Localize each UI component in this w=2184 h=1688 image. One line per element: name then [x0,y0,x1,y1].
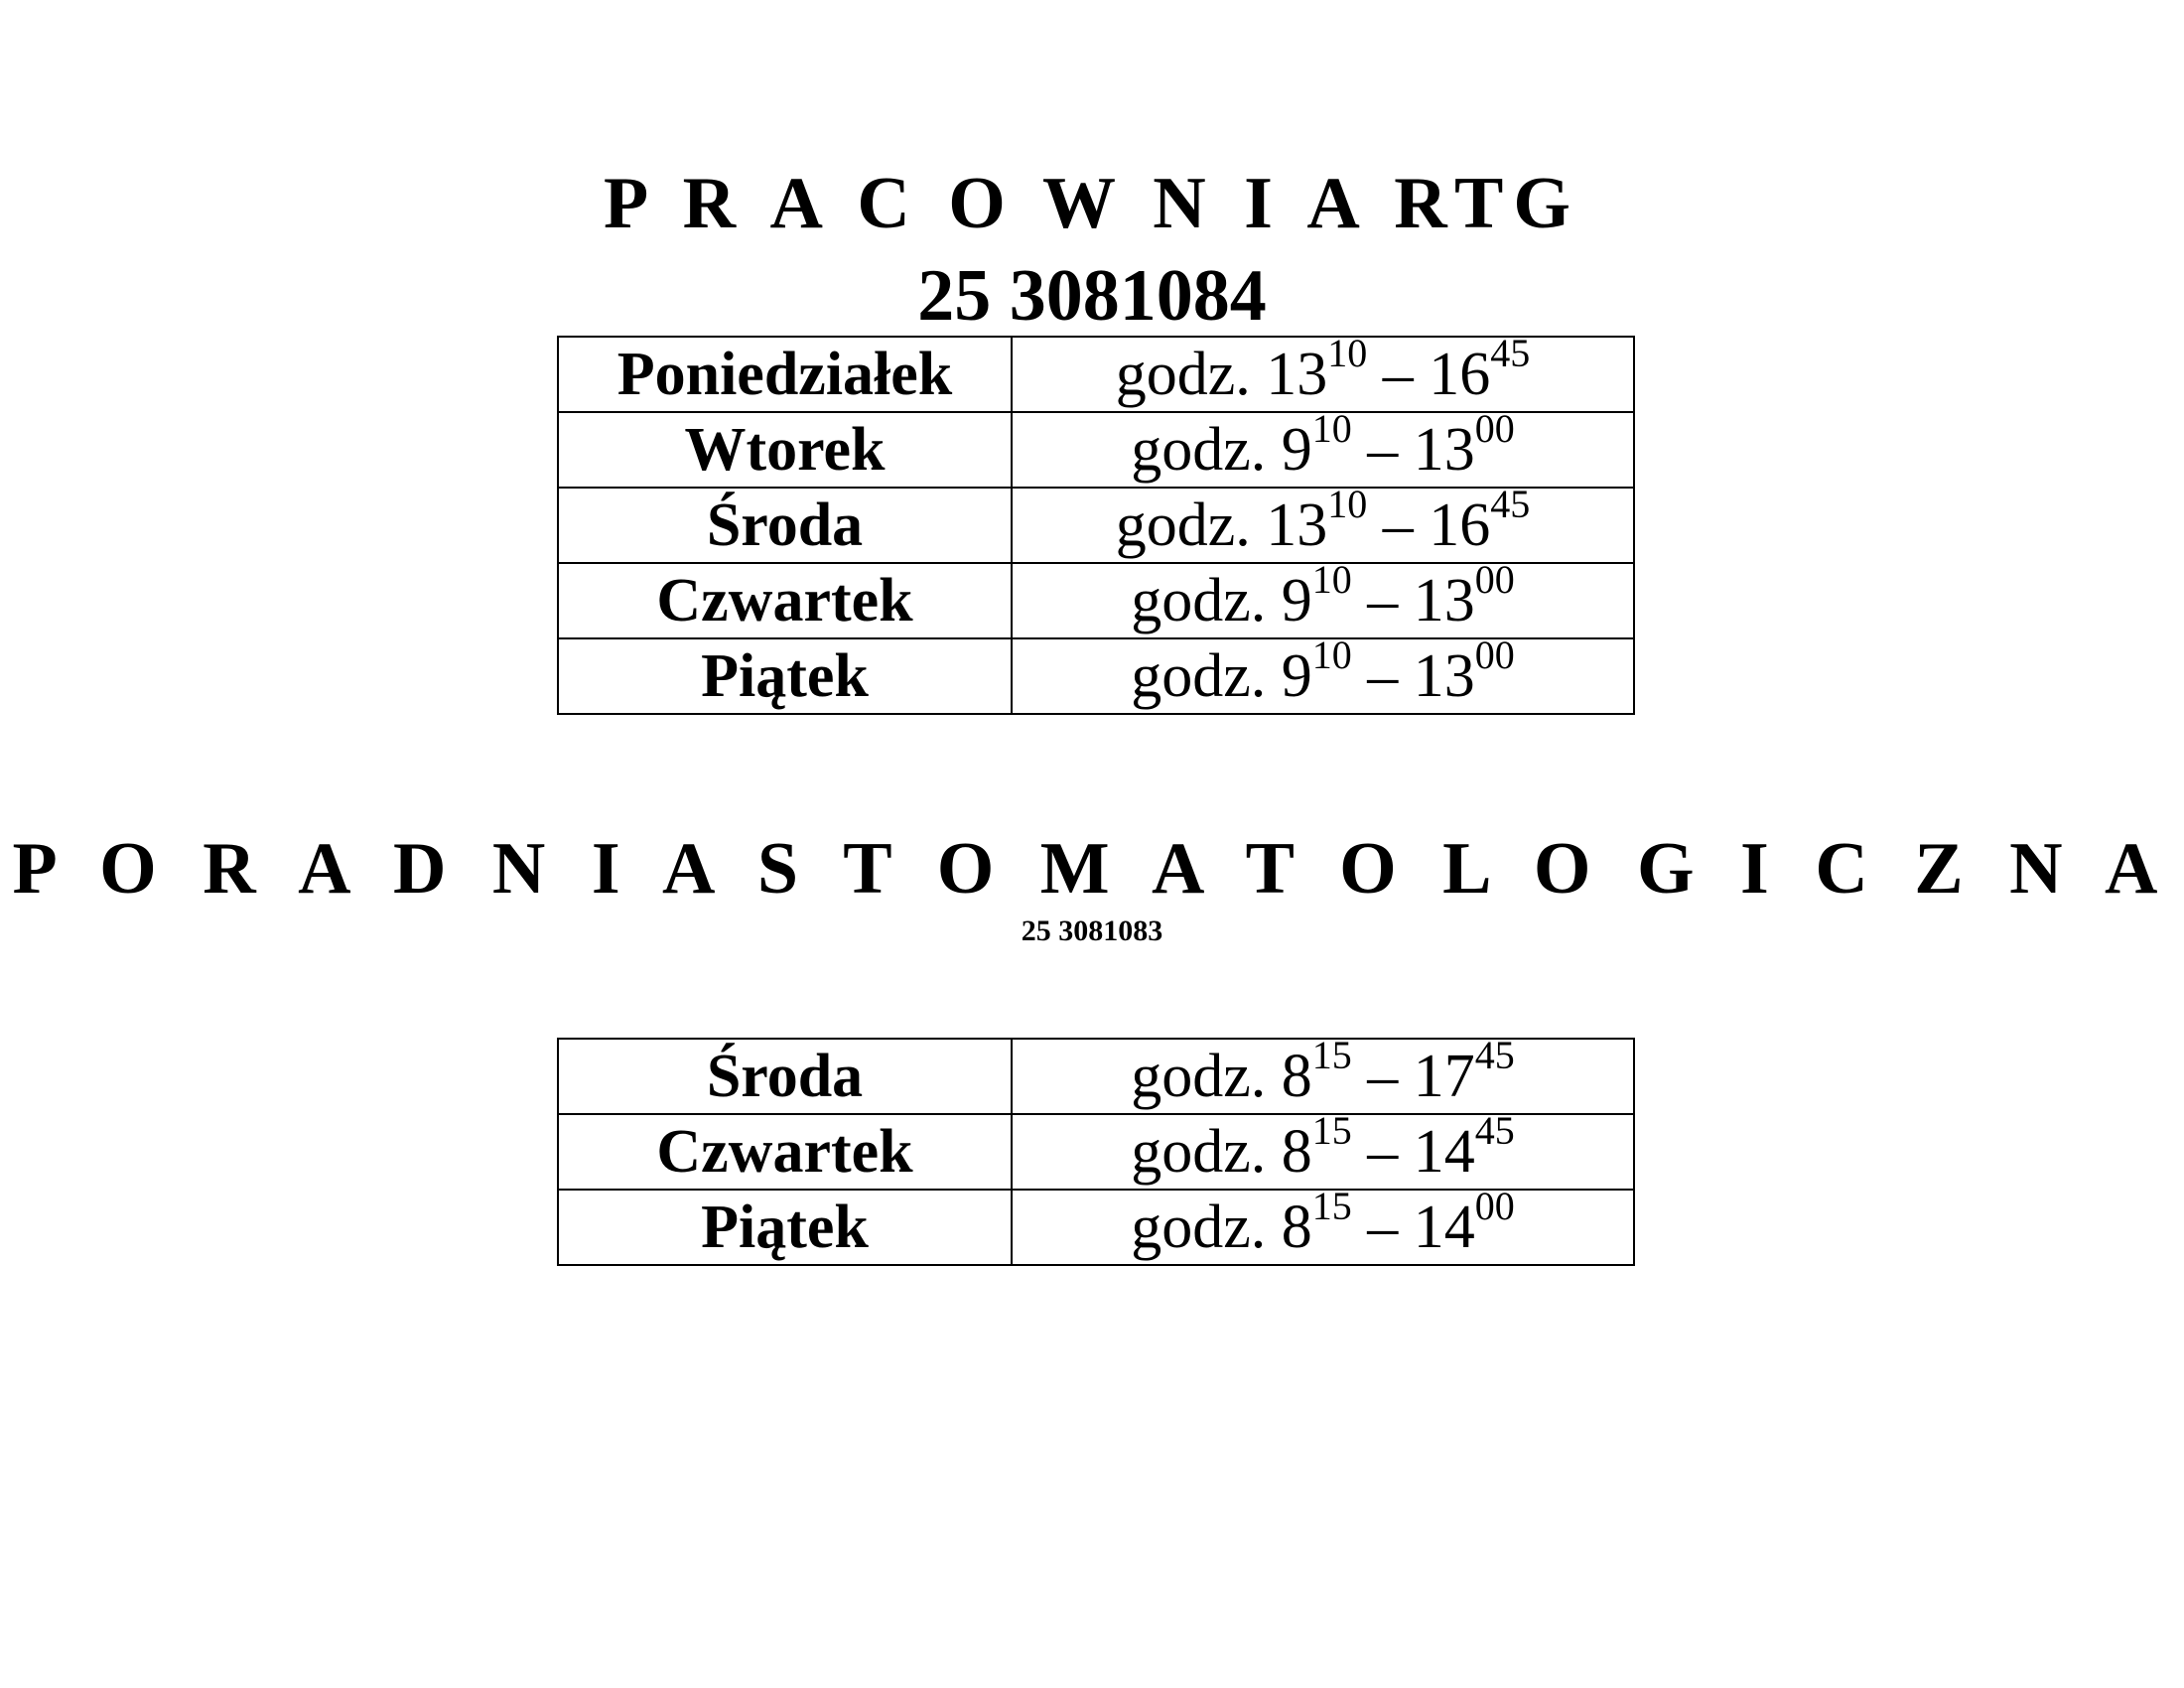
range-separator: – [1351,642,1414,710]
end-hour: 16 [1429,341,1491,408]
hours-prefix: godz. [1115,492,1267,559]
hours-cell [1012,1033,1634,1114]
start-hour: 9 [1281,642,1312,710]
start-minutes: 10 [1311,406,1352,452]
table-row [558,1114,1634,1190]
end-minutes: 45 [1490,482,1531,527]
table-row [558,1039,1634,1114]
start-hour: 8 [1281,1043,1312,1110]
end-minutes: 45 [1490,331,1531,376]
hours-prefix: godz. [1131,1194,1282,1261]
end-minutes: 00 [1474,406,1515,452]
hours-cell [1012,557,1634,638]
range-separator: – [1367,341,1430,408]
day-cell: Czwartek [558,1114,1012,1190]
start-hour: 8 [1281,1118,1312,1186]
start-minutes: 10 [1327,482,1368,527]
start-hour: 9 [1281,567,1312,634]
start-hour: 13 [1266,492,1328,559]
hours-prefix: godz. [1131,567,1282,634]
range-separator: – [1351,1043,1414,1110]
end-hour: 13 [1413,567,1475,634]
day-cell: Wtorek [558,412,1012,488]
range-separator: – [1351,567,1414,634]
hours-cell [1012,633,1634,714]
hours-prefix: godz. [1131,416,1282,484]
dental-clinic-schedule-table [557,1033,1635,1266]
hours-prefix: godz. [1115,341,1267,408]
start-hour: 9 [1281,416,1312,484]
rtg-section-title: P R A C O W N I A RTG [604,163,1580,244]
table-row [558,488,1634,563]
end-minutes: 45 [1474,1108,1515,1154]
end-hour: 17 [1413,1043,1475,1110]
day-cell: Poniedziałek [558,337,1012,412]
end-minutes: 00 [1474,633,1515,678]
end-hour: 16 [1429,492,1491,559]
start-minutes: 10 [1311,557,1352,603]
hours-prefix: godz. [1131,642,1282,710]
rtg-schedule-table [557,331,1635,715]
start-hour: 13 [1266,341,1328,408]
day-cell: Czwartek [558,563,1012,638]
day-cell: Środa [558,1039,1012,1114]
start-minutes: 10 [1311,633,1352,678]
table-row [558,638,1634,714]
hours-cell [1012,331,1634,412]
start-minutes: 15 [1311,1108,1352,1154]
end-minutes: 00 [1474,557,1515,603]
day-cell: Środa [558,488,1012,563]
end-minutes: 45 [1474,1033,1515,1078]
day-cell: Piątek [558,638,1012,714]
table-row [558,563,1634,638]
table-row [558,1190,1634,1265]
range-separator: – [1351,1194,1414,1261]
rtg-phone-number: 25 3081084 [917,255,1267,337]
hours-cell [1012,1108,1634,1190]
hours-cell [1012,482,1634,563]
hours-prefix: godz. [1131,1118,1282,1186]
range-separator: – [1367,492,1430,559]
end-hour: 13 [1413,416,1475,484]
start-minutes: 15 [1311,1033,1352,1078]
hours-cell [1012,406,1634,488]
end-hour: 14 [1413,1118,1475,1186]
range-separator: – [1351,1118,1414,1186]
range-separator: – [1351,416,1414,484]
start-minutes: 15 [1311,1184,1352,1229]
hours-prefix: godz. [1131,1043,1282,1110]
dental-clinic-phone-number: 25 3081083 [1021,914,1163,947]
start-hour: 8 [1281,1194,1312,1261]
start-minutes: 10 [1327,331,1368,376]
end-hour: 13 [1413,642,1475,710]
day-cell: Piątek [558,1190,1012,1265]
table-row [558,412,1634,488]
dental-clinic-title: P O R A D N I A S T O M A T O L O G I C Z N A [12,828,2172,910]
table-row [558,337,1634,412]
end-minutes: 00 [1474,1184,1515,1229]
end-hour: 14 [1413,1194,1475,1261]
hours-cell [1012,1184,1634,1265]
